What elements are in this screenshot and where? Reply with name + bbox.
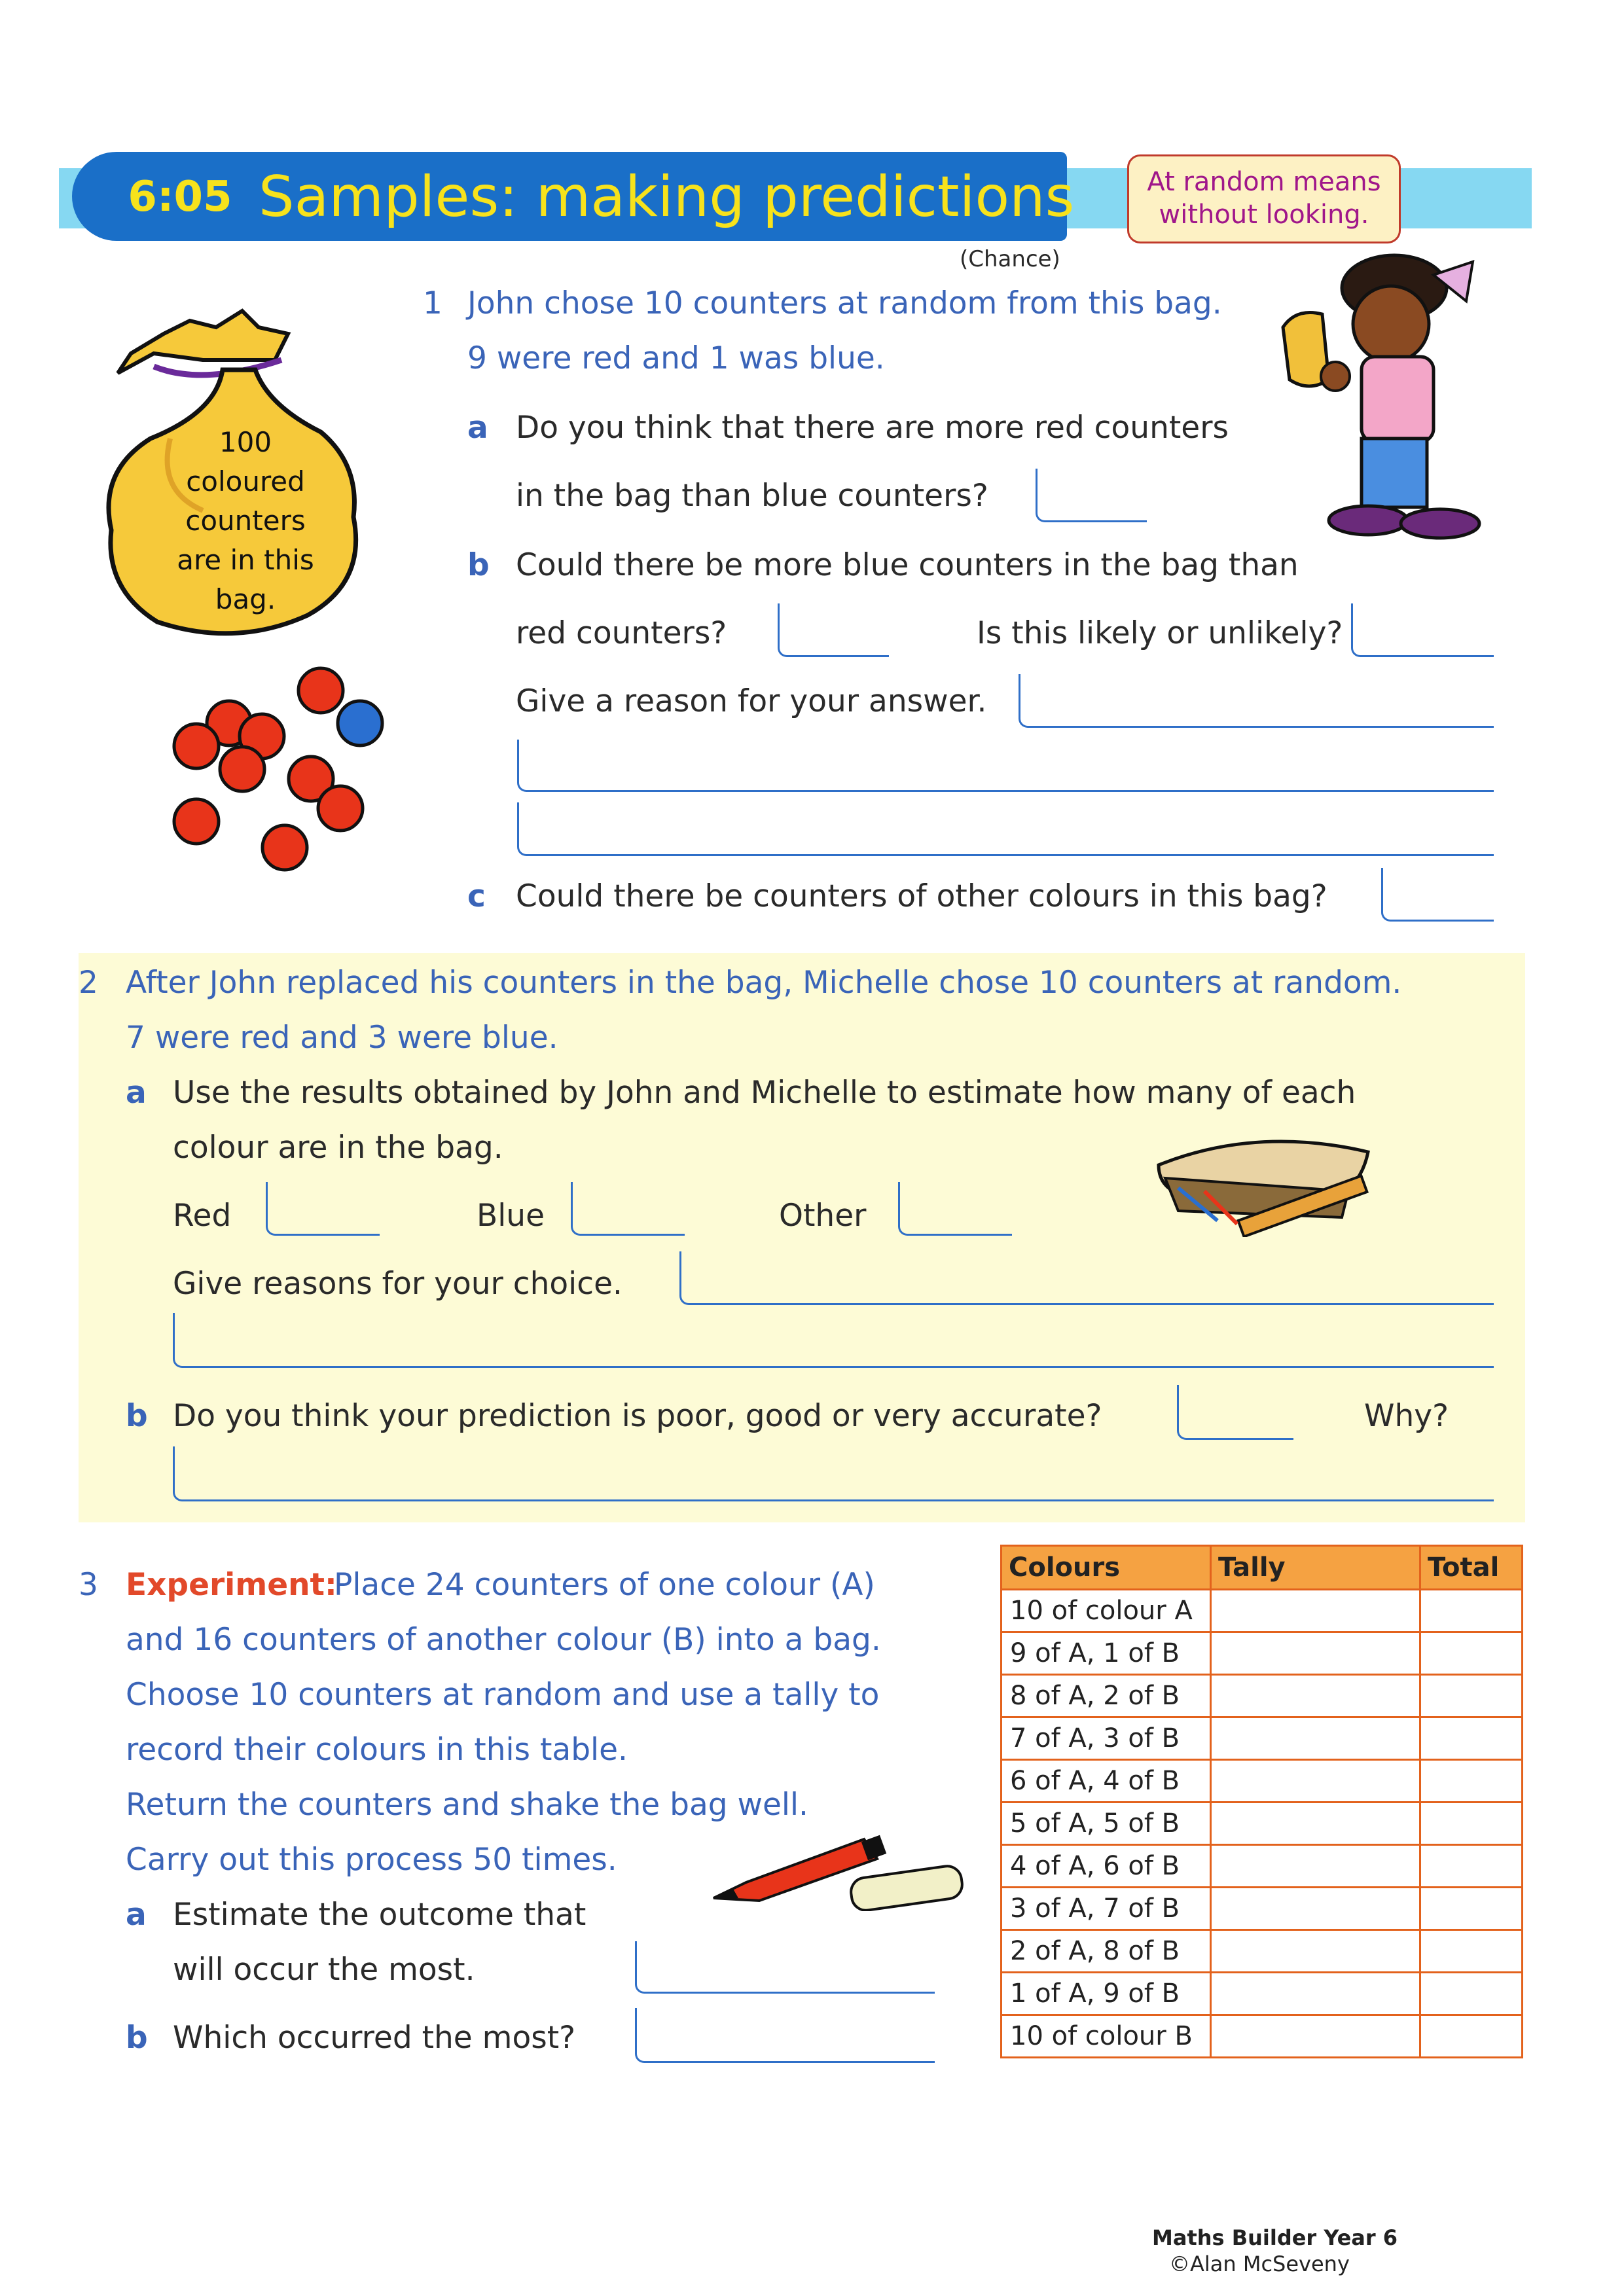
red-estimate-box[interactable] (266, 1182, 380, 1236)
q2b-letter: b (126, 1398, 148, 1434)
q2b-text: Do you think your prediction is poor, good or very accurate? (173, 1398, 1102, 1434)
section-number: 6:05 (128, 173, 232, 221)
total-cell[interactable] (1420, 1632, 1523, 1675)
q3a-letter: a (126, 1897, 147, 1933)
q3-experiment-label: Experiment: (126, 1567, 337, 1603)
q3a-answer-box[interactable] (635, 1941, 935, 1994)
bag-label-line-1: 100 (219, 426, 272, 458)
q3-line-3: Choose 10 counters at random and use a tally to (126, 1677, 880, 1713)
outcome-cell: 10 of colour A (1001, 1590, 1211, 1632)
counter-bag-illustration (92, 308, 399, 681)
q1-intro-line-1: John chose 10 counters at random from this bag. (467, 285, 1222, 321)
outcome-cell: 9 of A, 1 of B (1001, 1632, 1211, 1675)
total-cell[interactable] (1420, 1930, 1523, 1973)
copyright: ©Alan McSeveny (1169, 2251, 1350, 2276)
tally-cell[interactable] (1211, 1888, 1420, 1930)
outcome-cell: 1 of A, 9 of B (1001, 1973, 1211, 2015)
q2a-line-2: colour are in the bag. (173, 1130, 503, 1166)
q3-number: 3 (79, 1567, 98, 1603)
tally-table (1000, 1545, 1523, 2058)
red-counter (220, 747, 264, 791)
red-counter (262, 825, 307, 870)
total-cell[interactable] (1420, 1803, 1523, 1845)
q3b-answer-box[interactable] (635, 2008, 935, 2063)
q1c-letter: c (467, 878, 486, 914)
blue-estimate-box[interactable] (571, 1182, 685, 1236)
q3a-line-2: will occur the most. (173, 1952, 475, 1988)
tally-cell[interactable] (1211, 1590, 1420, 1632)
bag-label-line-4: are in this (177, 544, 314, 576)
bag-label-line-5: bag. (215, 583, 276, 615)
tally-header: Tally (1211, 1546, 1420, 1590)
total-cell[interactable] (1420, 1760, 1523, 1803)
outcome-cell: 8 of A, 2 of B (1001, 1675, 1211, 1717)
other-estimate-label: Other (779, 1198, 867, 1234)
q3b-text: Which occurred the most? (173, 2020, 576, 2056)
q1b-letter: b (467, 547, 490, 583)
table-row (1001, 1930, 1523, 1973)
q1b-more-blue-answer-box[interactable] (778, 603, 889, 657)
tally-table-header (1001, 1546, 1523, 1590)
girl-holding-jar-illustration (1270, 249, 1519, 550)
outcome-cell: 10 of colour B (1001, 2015, 1211, 2058)
colours-header: Colours (1001, 1546, 1211, 1590)
other-estimate-box[interactable] (898, 1182, 1012, 1236)
red-counter (174, 799, 219, 844)
q2a-line-1: Use the results obtained by John and Michelle to estimate how many of each (173, 1075, 1356, 1111)
q3-line-2: and 16 counters of another colour (B) into a bag. (126, 1622, 881, 1658)
q3-line-6: Carry out this process 50 times. (126, 1842, 617, 1878)
tally-cell[interactable] (1211, 1930, 1420, 1973)
table-row (1001, 1803, 1523, 1845)
total-cell[interactable] (1420, 1590, 1523, 1632)
q2b-why: Why? (1364, 1398, 1449, 1434)
bag-label-line-3: counters (185, 505, 306, 537)
q3-line-4: record their colours in this table. (126, 1732, 628, 1768)
blue-estimate-label: Blue (477, 1198, 545, 1234)
q1a-letter: a (467, 410, 488, 446)
q1b-reason-prompt: Give a reason for your answer. (516, 683, 987, 719)
tally-cell[interactable] (1211, 2015, 1420, 2058)
q3-line-1: Place 24 counters of one colour (A) (334, 1567, 875, 1603)
q2b-why-answer-line[interactable] (173, 1446, 1494, 1501)
table-row (1001, 1973, 1523, 2015)
q1b-likely-question: Is this likely or unlikely? (977, 615, 1343, 651)
outcome-cell: 6 of A, 4 of B (1001, 1760, 1211, 1803)
tally-cell[interactable] (1211, 1675, 1420, 1717)
blue-counter (338, 701, 382, 745)
tally-cell[interactable] (1211, 1632, 1420, 1675)
q1b-reason-answer-line-3[interactable] (517, 802, 1494, 856)
q1b-likely-answer-box[interactable] (1351, 603, 1494, 657)
outcome-cell: 4 of A, 6 of B (1001, 1845, 1211, 1888)
outcome-cell: 3 of A, 7 of B (1001, 1888, 1211, 1930)
note-line-2: without looking. (1159, 200, 1369, 230)
total-cell[interactable] (1420, 1888, 1523, 1930)
q2-number: 2 (79, 965, 98, 1001)
outcome-cell: 2 of A, 8 of B (1001, 1930, 1211, 1973)
page-title: Samples: making predictions (259, 164, 1075, 230)
table-row (1001, 1675, 1523, 1717)
outcome-cell: 5 of A, 5 of B (1001, 1803, 1211, 1845)
total-cell[interactable] (1420, 2015, 1523, 2058)
tally-cell[interactable] (1211, 1717, 1420, 1760)
q1b-line-1: Could there be more blue counters in the bag than (516, 547, 1299, 583)
tally-cell[interactable] (1211, 1803, 1420, 1845)
random-note (1127, 154, 1401, 243)
outcome-cell: 7 of A, 3 of B (1001, 1717, 1211, 1760)
pencil-case-illustration (1139, 1126, 1388, 1237)
q1b-line-2: red counters? (516, 615, 727, 651)
red-counter (318, 786, 363, 831)
table-row (1001, 1717, 1523, 1760)
table-row (1001, 1760, 1523, 1803)
q1b-reason-answer-line-2[interactable] (517, 740, 1494, 792)
page-subtitle: (Chance) (960, 246, 1060, 272)
table-row (1001, 1845, 1523, 1888)
q2-intro-line-1: After John replaced his counters in the bag, Michelle chose 10 counters at random. (126, 965, 1402, 1001)
tally-cell[interactable] (1211, 1845, 1420, 1888)
total-cell[interactable] (1420, 1845, 1523, 1888)
q2a-letter: a (126, 1075, 147, 1111)
q3a-line-1: Estimate the outcome that (173, 1897, 586, 1933)
q2-intro-line-2: 7 were red and 3 were blue. (126, 1020, 558, 1056)
q1-number: 1 (423, 285, 442, 321)
q1a-line-2: in the bag than blue counters? (516, 478, 988, 514)
q1c-answer-box[interactable] (1381, 868, 1494, 922)
book-title: Maths Builder Year 6 (1152, 2225, 1398, 2250)
q1c-text: Could there be counters of other colours in this bag? (516, 878, 1327, 914)
q3b-letter: b (126, 2020, 148, 2056)
tally-cell[interactable] (1211, 1760, 1420, 1803)
q2a-reasons-prompt: Give reasons for your choice. (173, 1266, 623, 1302)
q1a-line-1: Do you think that there are more red counters (516, 410, 1229, 446)
tally-cell[interactable] (1211, 1973, 1420, 2015)
note-line-1: At random means (1147, 167, 1381, 197)
counters-illustration (170, 661, 393, 884)
total-header: Total (1420, 1546, 1523, 1590)
table-row (1001, 1632, 1523, 1675)
total-cell[interactable] (1420, 1675, 1523, 1717)
red-counter (298, 668, 343, 713)
table-row (1001, 2015, 1523, 2058)
table-row (1001, 1888, 1523, 1930)
q1-intro-line-2: 9 were red and 1 was blue. (467, 340, 885, 376)
q2a-reasons-answer-line-2[interactable] (173, 1313, 1494, 1368)
pencil-and-eraser-illustration (707, 1833, 975, 1911)
total-cell[interactable] (1420, 1973, 1523, 2015)
q3-line-5: Return the counters and shake the bag well. (126, 1787, 808, 1823)
q1a-answer-box[interactable] (1036, 469, 1147, 522)
q2b-accuracy-answer-box[interactable] (1177, 1385, 1293, 1440)
q2a-reasons-answer-line-1[interactable] (679, 1251, 1494, 1305)
red-estimate-label: Red (173, 1198, 232, 1234)
table-row (1001, 1590, 1523, 1632)
red-counter (174, 724, 219, 768)
q1b-reason-answer-line-1[interactable] (1019, 674, 1494, 728)
total-cell[interactable] (1420, 1717, 1523, 1760)
bag-label-line-2: coloured (186, 465, 305, 497)
